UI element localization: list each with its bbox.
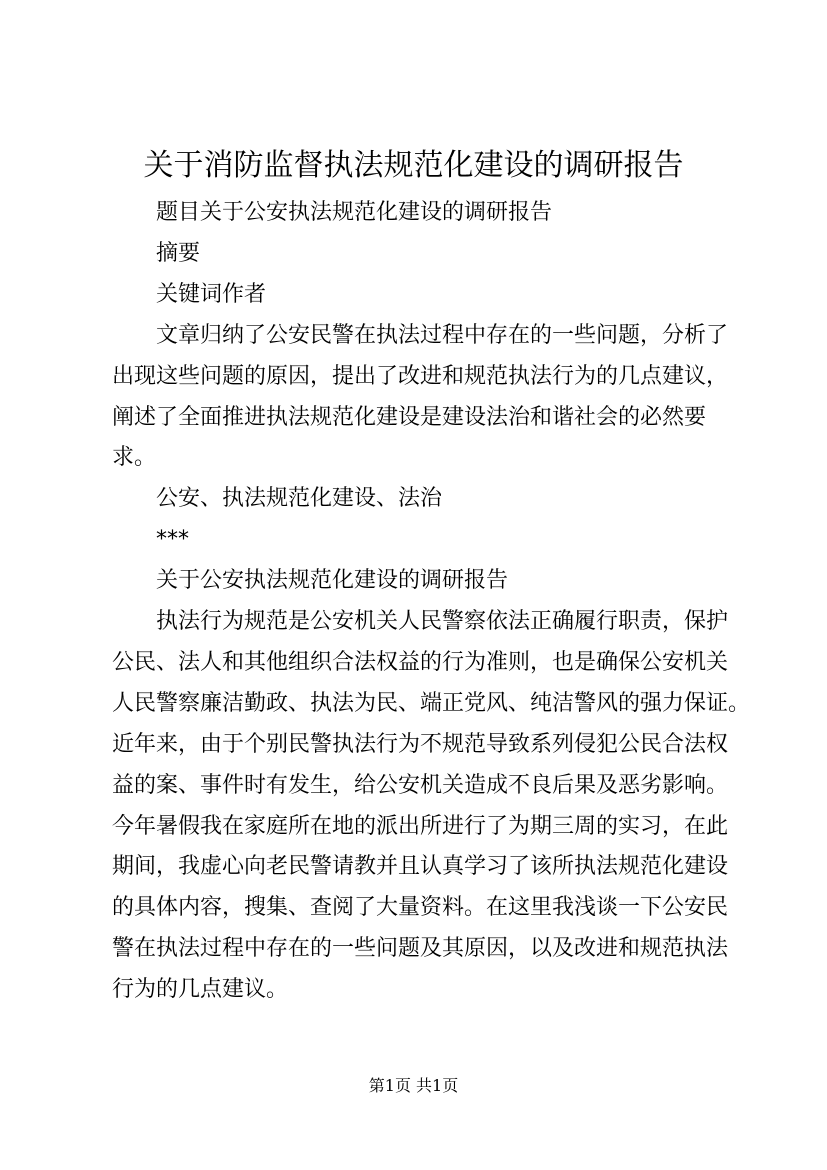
text-line: 近年来，由于个别民警执法行为不规范导致系列侵犯公民合法权 <box>112 731 729 757</box>
text-line: 公民、法人和其他组织合法权益的行为准则，也是确保公安机关 <box>112 649 729 675</box>
text-line: 益的案、事件时有发生，给公安机关造成不良后果及恶劣影响。 <box>112 772 729 798</box>
text-line: 关键词作者 <box>156 281 267 307</box>
text-line: 执法行为规范是公安机关人民警察依法正确履行职责，保护 <box>156 609 729 634</box>
text-line: 阐述了全面推进执法规范化建设是建设法治和谐社会的必然要 <box>112 404 707 430</box>
text-line: 警在执法过程中存在的一些问题及其原因，以及改进和规范执法 <box>112 936 729 962</box>
text-line: 文章归纳了公安民警在执法过程中存在的一些问题，分析了 <box>156 322 729 348</box>
text-line: 摘要 <box>156 240 201 266</box>
text-line: 期间，我虚心向老民警请教并且认真学习了该所执法规范化建设 <box>112 854 729 880</box>
text-line: *** <box>156 527 189 553</box>
text-line: 关于公安执法规范化建设的调研报告 <box>156 568 509 594</box>
text-line: 出现这些问题的原因，提出了改进和规范执法行为的几点建议， <box>112 363 729 389</box>
text-line: 题目关于公安执法规范化建设的调研报告 <box>156 200 553 225</box>
text-line: 的具体内容，搜集、查阅了大量资料。在这里我浅谈一下公安民 <box>112 895 729 921</box>
text-line: 今年暑假我在家庭所在地的派出所进行了为期三周的实习，在此 <box>112 813 729 839</box>
text-line: 公安、执法规范化建设、法治 <box>156 486 443 512</box>
page-footer: 第1页 共1页 <box>368 1076 459 1095</box>
text-line: 行为的几点建议。 <box>112 977 289 1003</box>
text-line: 求。 <box>112 445 157 471</box>
text-line: 人民警察廉洁勤政、执法为民、端正党风、纯洁警风的强力保证。 <box>112 690 751 716</box>
document-title: 关于消防监督执法规范化建设的调研报告 <box>143 148 684 183</box>
